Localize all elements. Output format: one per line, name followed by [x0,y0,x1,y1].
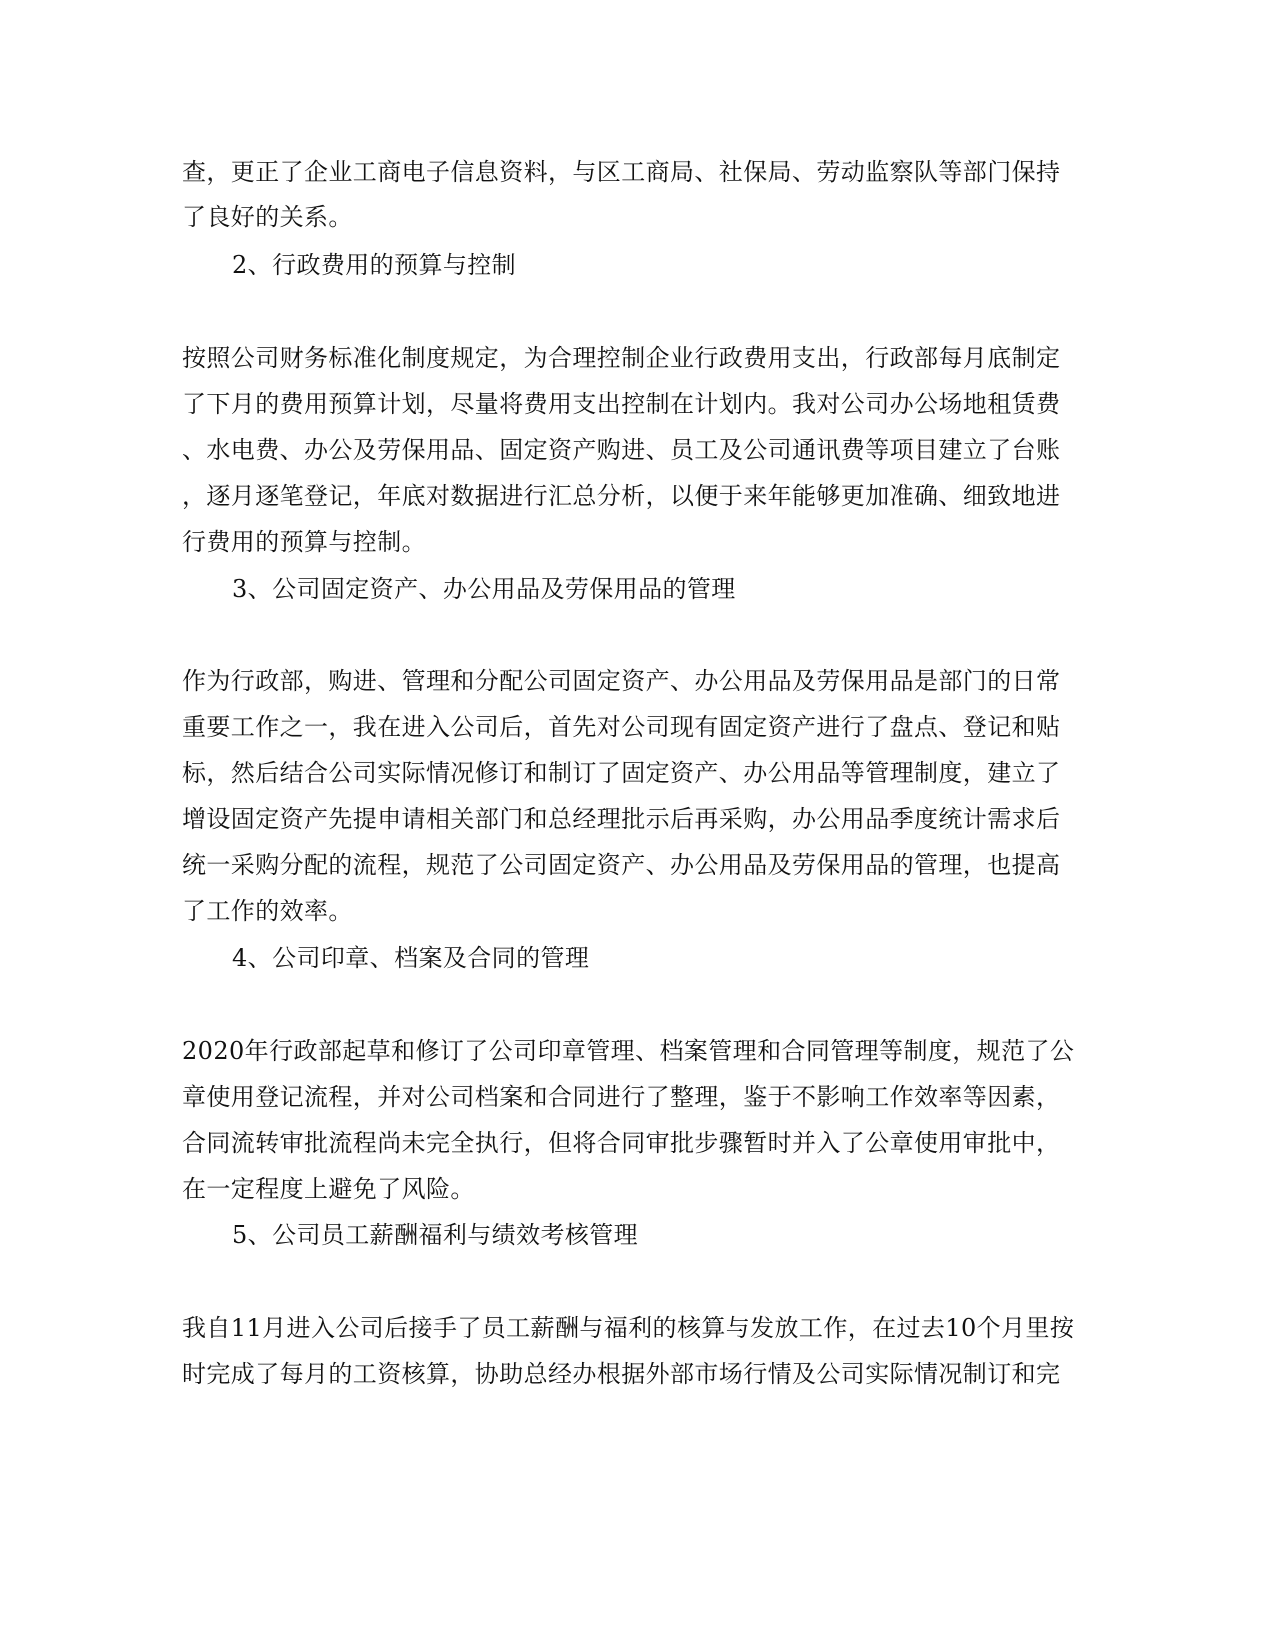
paragraph-line: 重要工作之一，我在进入公司后，首先对公司现有固定资产进行了盘点、登记和贴 [182,713,1061,741]
section-heading: 4、公司印章、档案及合同的管理 [232,944,590,972]
paragraph-line: 作为行政部，购进、管理和分配公司固定资产、办公用品及劳保用品是部门的日常 [182,667,1061,695]
section-heading: 3、公司固定资产、办公用品及劳保用品的管理 [232,575,736,603]
paragraph-line: 了下月的费用预算计划，尽量将费用支出控制在计划内。我对公司办公场地租赁费 [182,390,1061,418]
section-heading: 5、公司员工薪酬福利与绩效考核管理 [232,1221,639,1249]
paragraph-line: 了工作的效率。 [182,897,353,925]
paragraph-line: 了良好的关系。 [182,203,353,231]
paragraph-line: 在一定程度上避免了风险。 [182,1175,475,1203]
paragraph-line: 标，然后结合公司实际情况修订和制订了固定资产、办公用品等管理制度，建立了 [182,759,1061,787]
paragraph-line: 统一采购分配的流程，规范了公司固定资产、办公用品及劳保用品的管理，也提高 [182,851,1061,879]
paragraph-line: 按照公司财务标准化制度规定，为合理控制企业行政费用支出，行政部每月底制定 [182,344,1061,372]
paragraph-line: 增设固定资产先提申请相关部门和总经理批示后再采购，办公用品季度统计需求后 [182,805,1061,833]
paragraph-line: 时完成了每月的工资核算，协助总经办根据外部市场行情及公司实际情况制订和完 [182,1360,1061,1388]
section-heading: 2、行政费用的预算与控制 [232,251,517,279]
paragraph-line: 我自11月进入公司后接手了员工薪酬与福利的核算与发放工作，在过去10个月里按 [182,1314,1075,1342]
paragraph-line: 、水电费、办公及劳保用品、固定资产购进、员工及公司通讯费等项目建立了台账 [182,436,1061,464]
paragraph-line: 查，更正了企业工商电子信息资料，与区工商局、社保局、劳动监察队等部门保持 [182,158,1061,186]
paragraph-line: ，逐月逐笔登记，年底对数据进行汇总分析，以便于来年能够更加准确、细致地进 [182,482,1061,510]
paragraph-line: 章使用登记流程，并对公司档案和合同进行了整理，鉴于不影响工作效率等因素， [182,1083,1061,1111]
paragraph-line: 行费用的预算与控制。 [182,528,426,556]
paragraph-line: 合同流转审批流程尚未完全执行，但将合同审批步骤暂时并入了公章使用审批中， [182,1129,1061,1157]
paragraph-line: 2020年行政部起草和修订了公司印章管理、档案管理和合同管理等制度，规范了公 [182,1037,1075,1065]
